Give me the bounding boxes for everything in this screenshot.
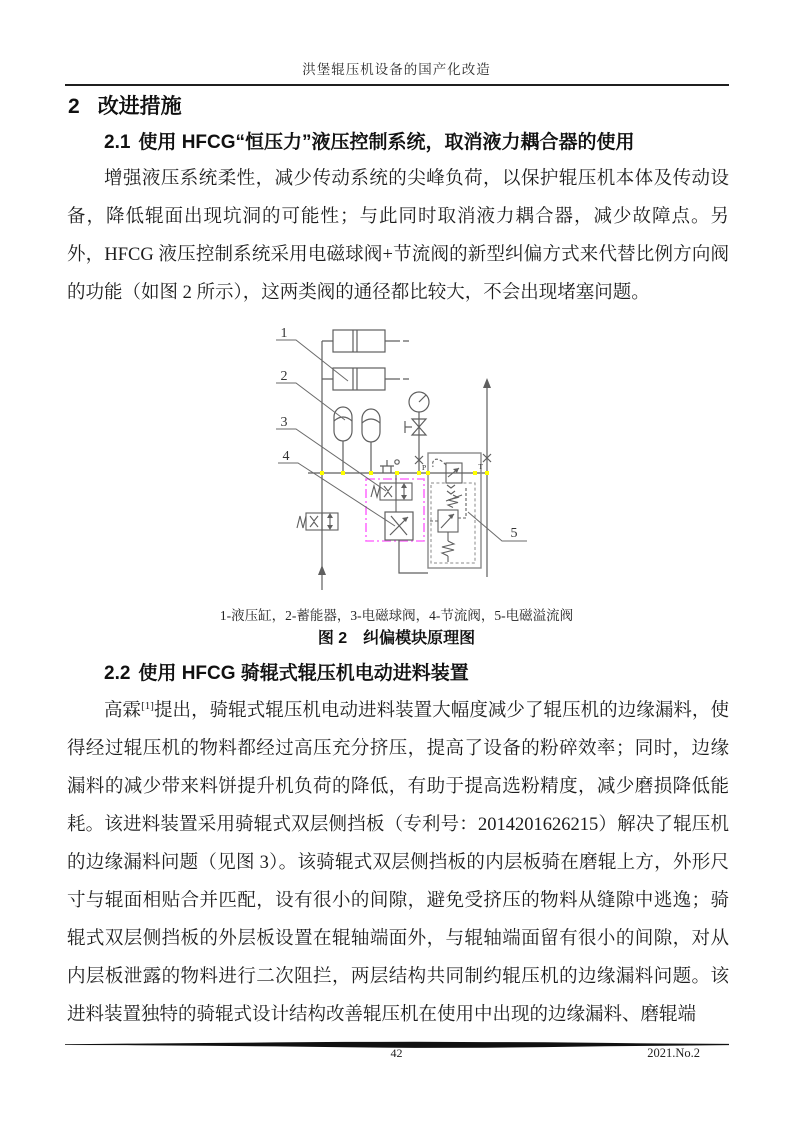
section-number: 2.2 (104, 663, 131, 684)
issue-label: 2021.No.2 (647, 1046, 700, 1060)
callout-label-3: 3 (280, 415, 288, 430)
shutoff-valve-icon (405, 419, 426, 435)
paragraph-2-text: 高霖 (104, 701, 142, 721)
accumulator-1 (334, 407, 352, 441)
port-label-t: T (478, 462, 483, 471)
flow-arrow-up (318, 565, 326, 575)
hydraulic-cylinder-2 (333, 368, 385, 390)
hydraulic-schematic (250, 315, 550, 605)
callout-label-4: 4 (282, 449, 290, 464)
callout-label-2: 2 (280, 369, 288, 384)
paragraph-2 (67, 692, 729, 1034)
callout-label-5: 5 (510, 526, 518, 541)
section-title: 使用 HFCG 骑辊式辊压机电动进料装置 (138, 663, 469, 684)
port-label-p: P (422, 463, 427, 472)
section-heading-2 (68, 90, 182, 120)
section-title: 改进措施 (97, 95, 182, 118)
section-heading-2-2 (104, 658, 469, 685)
hydraulic-cylinder-1 (333, 330, 385, 352)
citation-ref: [1] (141, 699, 154, 712)
figure-2-diagram (250, 315, 550, 605)
section-number: 2.1 (104, 132, 131, 153)
figure-title: 图 2 纠偏模块原理图 (317, 630, 476, 647)
footer-rule (65, 1036, 729, 1044)
throttle-valve (385, 512, 428, 573)
callout-label-1: 1 (280, 326, 288, 341)
page-number: 42 (390, 1046, 403, 1060)
figure-caption: 1-液压缸，2-蓄能器，3-电磁球阀，4-节流阀，5-电磁溢流阀 (219, 608, 574, 623)
paragraph-2-text: 提出，骑辊式辊压机电动进料装置大幅度减少了辊压机的边缘漏料，使得经过辊压机的物料都经过高压充分挤压，提高了设备的粉碎效率；同时，边缘漏料的减少带来料饼提升机负荷的降低，有助于提高选粉精度，减少磨损降低能耗。该进料装置采用骑辊式双层侧挡板（专利号：2014201626215）解决了辊压机的边缘漏料问题（见图 3）。该骑辊式双层侧挡板的内层板骑在磨辊上方，外形尺寸与辊面相贴合并匹配，设有很小的间隙，避免受挤压的物料从缝隙中逃逸；骑辊式双层侧挡板的外层板设置在辊轴端面外，与辊轴端面留有很小的间隙，对从内层板泄露的物料进行二次阻拦，两层结构共同制约辊压机的边缘漏料问题。该进料装置独特的骑辊式设计结构改善辊压机在使用中出现的边缘漏料、磨辊端 (67, 701, 729, 1025)
running-header: 洪堡辊压机设备的国产化改造 (302, 62, 491, 77)
pressure-gauge-icon (409, 392, 429, 412)
header-rule (65, 84, 729, 86)
solenoid-relief-valve (429, 459, 466, 562)
flow-arrow-up (483, 378, 491, 388)
section-number: 2 (68, 95, 80, 118)
section-heading-2-1 (104, 127, 635, 154)
section-title: 使用 HFCG“恒压力”液压控制系统，取消液力耦合器的使用 (138, 132, 635, 153)
accumulator-2 (362, 409, 380, 442)
solenoid-valve-left (297, 513, 338, 530)
callout-leaders (276, 340, 527, 541)
paragraph-1: 增强液压系统柔性，减少传动系统的尖峰负荷，以保护辊压机本体及传动设备，降低辊面出现坑洞的可能性；与此同时取消液力耦合器，减少故障点。另外，HFCG 液压控制系统采用电磁球阀+节流阀的新型纠偏方式来代替比例方向阀的功能（如图 2 所示），这两类阀的通径都比较大，不会出现堵塞问题。 (67, 169, 729, 303)
